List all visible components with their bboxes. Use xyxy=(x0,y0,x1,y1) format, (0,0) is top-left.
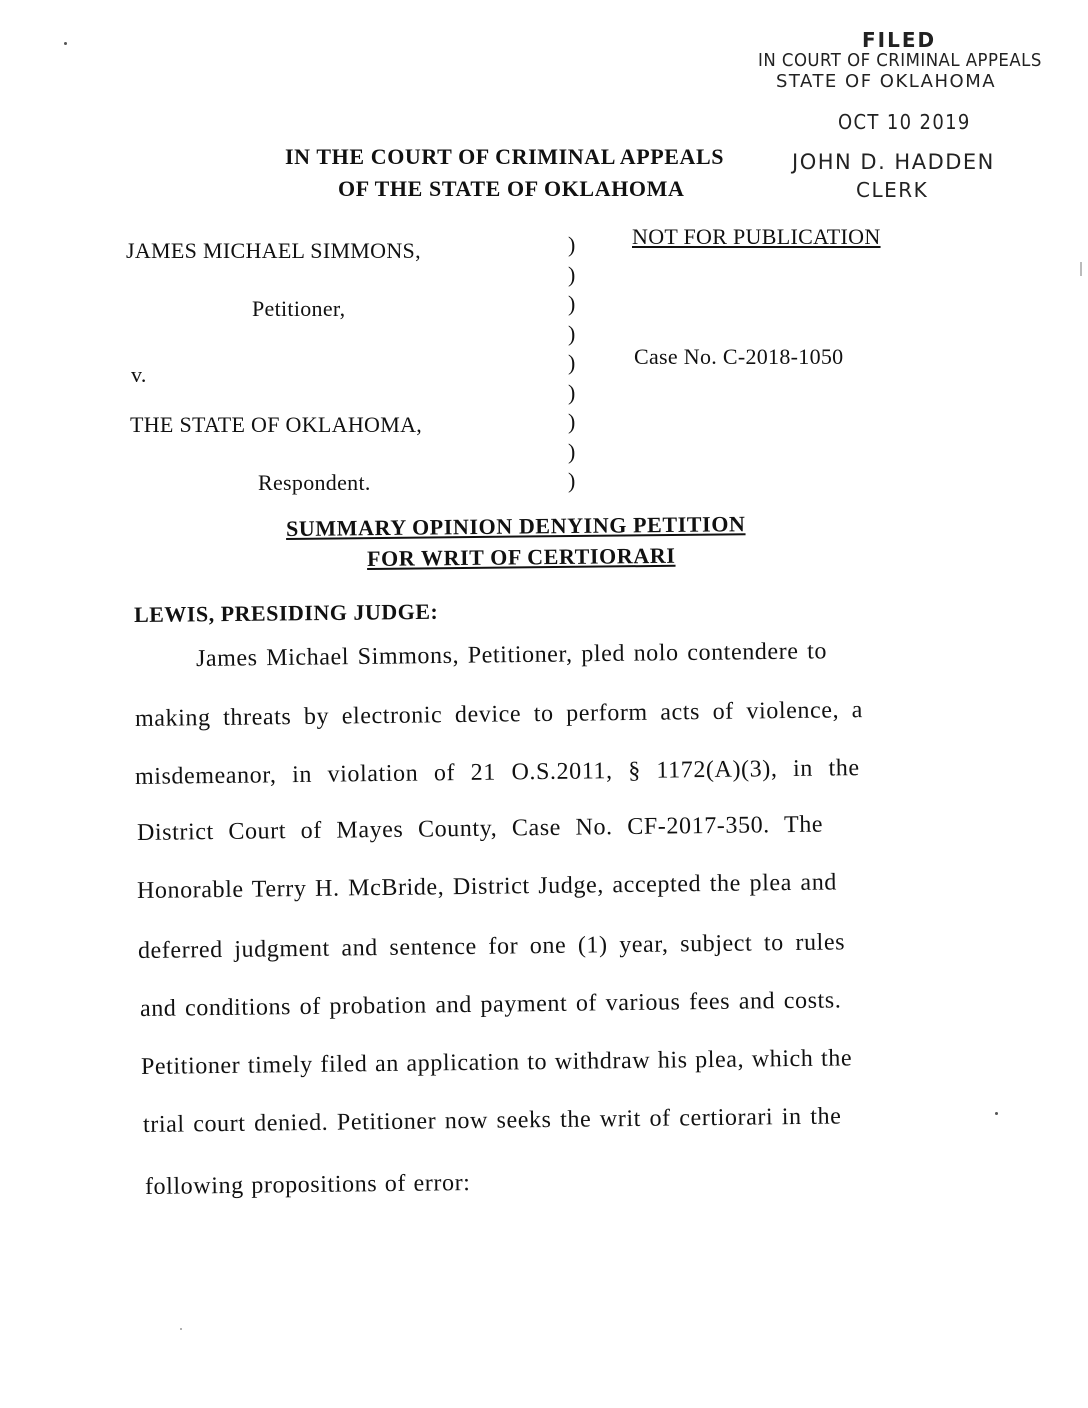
opinion-title-line1: SUMMARY OPINION DENYING PETITION xyxy=(285,511,746,541)
court-heading-line2: OF THE STATE OF OKLAHOMA xyxy=(338,176,685,201)
scan-speck xyxy=(1080,262,1082,276)
caption-paren: ) xyxy=(568,320,576,346)
scan-speck xyxy=(180,1328,182,1330)
filed-stamp-state: STATE OF OKLAHOMA xyxy=(776,71,997,92)
filed-stamp-court: IN COURT OF CRIMINAL APPEALS xyxy=(758,50,1042,71)
petitioner-name: JAMES MICHAEL SIMMONS, xyxy=(126,238,421,263)
body-text-line: following propositions of error: xyxy=(144,1170,471,1200)
body-text-line: trial court denied. Petitioner now seeks the writ of certiorari in the xyxy=(142,1103,842,1138)
caption-paren: ) xyxy=(568,261,576,287)
filed-stamp-label: FILED xyxy=(862,28,937,52)
judge-heading: LEWIS, PRESIDING JUDGE: xyxy=(133,598,439,627)
petitioner-role: Petitioner, xyxy=(252,296,346,321)
filed-stamp-date: OCT 10 2019 xyxy=(838,110,971,134)
caption-paren: ) xyxy=(568,350,576,375)
caption-paren: ) xyxy=(568,232,576,257)
court-heading-line1: IN THE COURT OF CRIMINAL APPEALS xyxy=(285,144,725,169)
body-text-line: Honorable Terry H. McBride, District Judge, accepted the plea and xyxy=(136,869,838,904)
body-text-line: deferred judgment and sentence for one (1) year, subject to rules xyxy=(137,929,846,964)
scan-speck xyxy=(995,1112,998,1115)
body-text-line: and conditions of probation and payment of various fees and costs. xyxy=(139,987,842,1022)
body-text-line: District Court of Mayes County, Case No. CF-2017-350. The xyxy=(136,811,824,846)
filed-stamp-clerk-name: JOHN D. HADDEN xyxy=(792,150,995,174)
body-text-line: making threats by electronic device to perform acts of violence, a xyxy=(134,697,864,732)
caption-paren: ) xyxy=(568,409,576,434)
caption-paren: ) xyxy=(568,291,576,316)
versus-label: v. xyxy=(131,362,147,387)
caption-paren: ) xyxy=(568,438,576,464)
caption-divider xyxy=(568,230,584,496)
body-text-line: James Michael Simmons, Petitioner, pled nolo contendere to xyxy=(195,638,828,672)
body-text-line: Petitioner timely filed an application to withdraw his plea, which the xyxy=(140,1045,853,1080)
caption-paren: ) xyxy=(568,468,576,493)
respondent-name: THE STATE OF OKLAHOMA, xyxy=(130,412,423,437)
case-number: Case No. C-2018-1050 xyxy=(634,344,844,369)
caption-paren: ) xyxy=(568,379,576,405)
not-for-publication-label: NOT FOR PUBLICATION xyxy=(632,224,881,249)
scan-speck xyxy=(64,42,67,45)
filed-stamp-clerk-title: CLERK xyxy=(856,178,929,202)
opinion-title-line2: FOR WRIT OF CERTIORARI xyxy=(366,542,676,571)
respondent-role: Respondent. xyxy=(258,470,371,495)
body-text-line: misdemeanor, in violation of 21 O.S.2011, § 1172(A)(3), in the xyxy=(134,755,860,790)
